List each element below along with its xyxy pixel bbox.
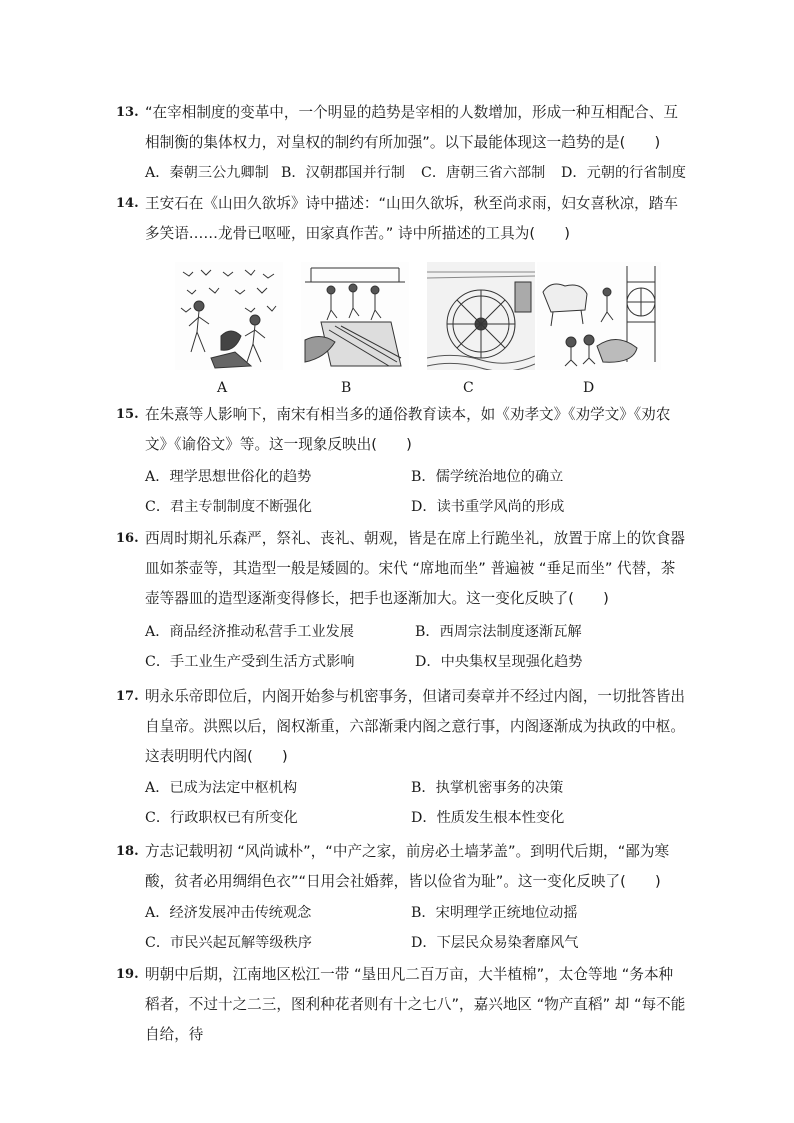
option-b[interactable]: B．执掌机密事务的决策	[411, 780, 564, 796]
option-a[interactable]: A．经济发展冲击传统观念	[145, 905, 312, 921]
question-stem: 明朝中后期，江南地区松江一带 “垦田凡二百万亩，大半植棉”，太仓等地 “务本种稻者，不过十之二三，图利种花者则有十之七八”，嘉兴地区 “物产直稻” 却 “每不能自给，待	[145, 966, 686, 1043]
option-c[interactable]: C．唐朝三省六部制	[421, 165, 546, 181]
option-d[interactable]: D．下层民众易染奢靡风气	[411, 935, 579, 951]
image-label-c: C	[463, 380, 474, 396]
farmers-illustration	[175, 262, 283, 370]
option-d[interactable]: D．读书重学风尚的形成	[411, 499, 565, 515]
image-label-b: B	[341, 380, 352, 396]
option-c[interactable]: C．君主专制制度不断强化	[145, 499, 312, 515]
option-d[interactable]: D．元朝的行省制度	[561, 165, 686, 181]
option-c[interactable]: C．市民兴起瓦解等级秩序	[145, 935, 312, 951]
question-number: 13.	[116, 105, 139, 120]
image-label-a: A	[217, 380, 228, 396]
option-d[interactable]: D．性质发生根本性变化	[411, 810, 565, 826]
question-stem: 西周时期礼乐森严，祭礼、丧礼、朝观，皆是在席上行跪坐礼，放置于席上的饮食器皿如茶壶等，其造型一般是矮圆的。宋代 “席地而坐” 普遍被 “垂足而坐” 代替，茶壶等器皿的造型逐渐变得修长，把手也逐渐加大。这一变化反映了( )	[145, 530, 685, 607]
question-stem: 在朱熹等人影响下，南宋有相当多的通俗教育读本，如《劝孝文》《劝学文》《劝农文》《谕俗文》等。这一现象反映出( )	[145, 406, 671, 453]
ox-powered-wheel-illustration	[537, 262, 661, 370]
image-option-b[interactable]	[301, 262, 409, 370]
question-number: 18.	[116, 844, 139, 859]
question-stem: 明永乐帝即位后，内阁开始参与机密事务，但诸司奏章并不经过内阁，一切批答皆出自皇帝。洪熙以后，阁权渐重，六部渐秉内阁之意行事，内阁逐渐成为执政的中枢。这表明明代内阁( )	[145, 688, 685, 765]
image-option-a[interactable]	[175, 262, 283, 370]
question-number: 15.	[116, 407, 139, 422]
option-d[interactable]: D．中央集权呈现强化趋势	[415, 654, 583, 670]
question-16	[116, 524, 686, 614]
option-a[interactable]: A．商品经济推动私营手工业发展	[145, 624, 354, 640]
question-number: 17.	[116, 689, 139, 704]
question-13	[116, 98, 686, 158]
treadle-pump-illustration	[301, 262, 409, 370]
image-option-c[interactable]	[427, 262, 535, 370]
option-a[interactable]: A．秦朝三公九卿制	[145, 165, 269, 181]
option-b[interactable]: B．汉朝郡国并行制	[281, 165, 405, 181]
tool-images	[175, 262, 685, 402]
image-option-d[interactable]	[537, 262, 661, 370]
image-label-d: D	[583, 380, 595, 396]
question-number: 19.	[116, 967, 139, 982]
option-b[interactable]: B．儒学统治地位的确立	[411, 469, 564, 485]
question-stem: 方志记载明初 “风尚诚朴”，“中产之家，前房必土墙茅盖”。到明代后期，“鄙为寒酸，贫者必用绸绢色衣”“日用会社婚葬，皆以俭省为耻”。这一变化反映了( )	[145, 843, 670, 890]
question-17	[116, 682, 686, 772]
question-number: 14.	[116, 196, 139, 211]
question-14	[116, 189, 686, 249]
option-a[interactable]: A．已成为法定中枢机构	[145, 780, 298, 796]
option-a[interactable]: A．理学思想世俗化的趋势	[145, 469, 312, 485]
option-b[interactable]: B．西周宗法制度逐渐瓦解	[415, 624, 582, 640]
waterwheel-illustration	[427, 262, 535, 370]
option-c[interactable]: C．行政职权已有所变化	[145, 810, 298, 826]
question-19	[116, 960, 686, 1050]
option-b[interactable]: B．宋明理学正统地位动摇	[411, 905, 578, 921]
option-c[interactable]: C．手工业生产受到生活方式影响	[145, 654, 355, 670]
question-stem: “在宰相制度的变革中，一个明显的趋势是宰相的人数增加，形成一种互相配合、互相制衡的集体权力，对皇权的制约有所加强”。以下最能体现这一趋势的是( )	[145, 104, 678, 151]
question-18	[116, 837, 686, 897]
question-stem: 王安石在《山田久欲坼》诗中描述：“山田久欲坼，秋至尚求雨，妇女喜秋凉，踏车多笑语……龙骨已呕哑，田家真作苦。” 诗中所描述的工具为( )	[145, 195, 678, 242]
question-number: 16.	[116, 531, 139, 546]
question-15	[116, 400, 686, 460]
